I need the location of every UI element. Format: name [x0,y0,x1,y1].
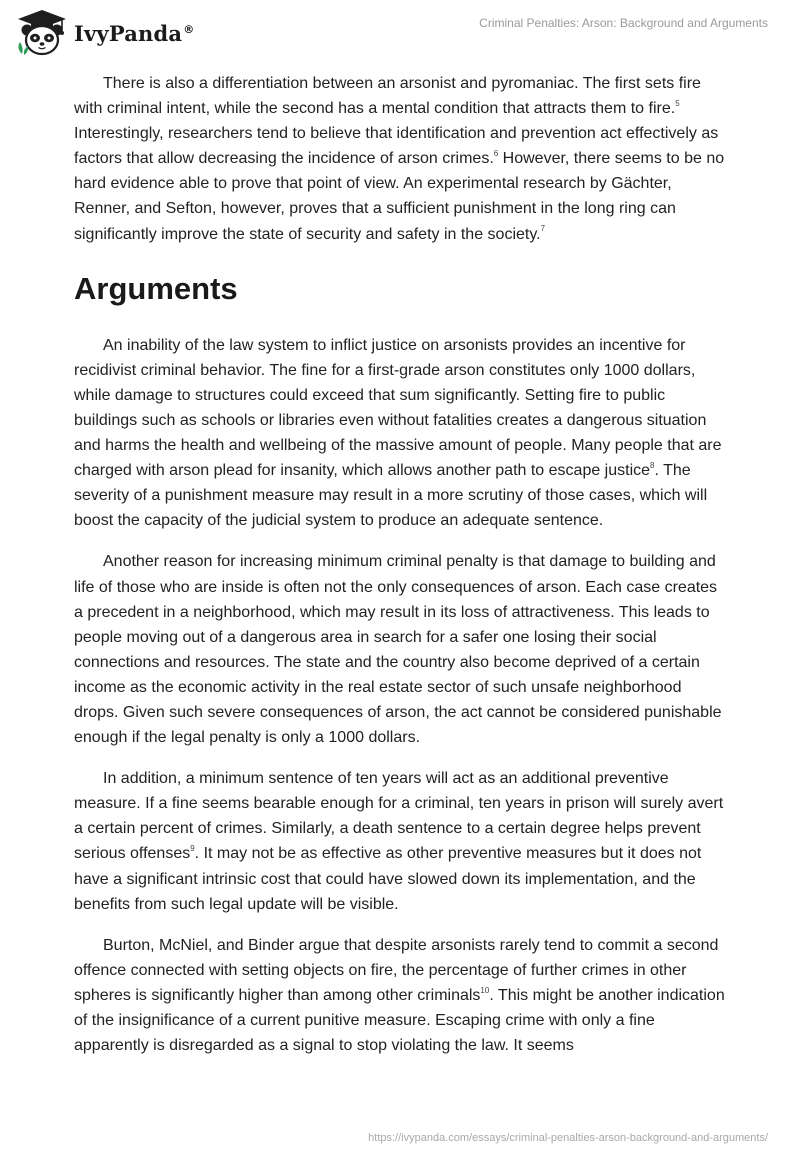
registered-mark: ® [183,22,195,36]
paragraph-consequences: Another reason for increasing minimum criminal penalty is that damage to building and life of those who are inside is often not the only consequences of arson. Each case creates a precedent in a neighborhood, which may result in its loss of attractiveness. This leads to people moving out of a dangerous area in search for a safer one losing their social connections and resources. The state and the country also become deprived of a certain income as the economic activity in the real estate sector of such unsafe neighborhood drops. Given such severe consequences of arson, the act cannot be considered punishable enough if the legal penalty is only a 1000 dollars. [74,553,722,747]
footnote-ref-9[interactable]: 9 [190,844,195,854]
brand-name: IvyPanda® [74,20,195,46]
footnote-ref-8[interactable]: 8 [650,460,655,470]
essay-body [74,71,730,1074]
page-header [0,0,800,60]
section-heading-arguments: Arguments [74,270,238,306]
footnote-ref-6[interactable]: 6 [493,148,499,158]
paragraph-differentiation: There is also a differentiation between an arsonist and pyromaniac. The first sets fire with criminal intent, while the second has a mental condition that attracts them to fire.$^5$ Interestingly, researchers tend to believe that identification and prevention act effectively as factors that allow decreasing the incidence of arson crimes.$^6$ However, there seems to be no hard evidence able to prove that point of view. An experimental research by Gächter, Renner, and Sefton, however, proves that a sufficient punishment in the long ring can significantly improve the state of security and safety in the society.$^7$ [74,75,725,243]
paragraph-recidivism: Burton, McNiel, and Binder argue that despite arsonists rarely tend to commit a second offence connected with setting objects on fire, the percentage of further crimes in other spheres is significantly higher than among other criminals$^{10}$. This might be another indication of the insignificance of a current punitive measure. Escaping crime with only a fine apparently is disregarded as a signal to stop violating the law. It seems [74,936,725,1055]
panda-mascot-icon [14,8,70,56]
paragraph-justice: An inability of the law system to inflict justice on arsonists provides an incentive for recidivist criminal behavior. The fine for a first-grade arson constitutes only 1000 dollars, while damage to structures could exceed that sum significantly. Setting fire to public buildings such as schools or libraries even without fatalities creates a dangerous situation and harms the health and wellbeing of the massive amount of people. Many people that are charged with arson plead for insanity, which allows another path to escape justice$^8$. The severity of a punishment measure may result in a more scrutiny of those cases, which will boost the capacity of the judicial system to produce an adequate sentence. [74,336,722,530]
footnote-ref-10[interactable]: 10 [480,985,490,995]
footnote-ref-7[interactable]: 7 [540,224,546,234]
paragraph-minimum-sentence: In addition, a minimum sentence of ten years will act as an additional preventive measure. If a fine seems bearable enough for a criminal, ten years in prison will surely avert a certain percent of crimes. Similarly, a death sentence to a certain degree helps prevent serious offenses$^9$. It may not be as effective as other preventive measures but it does not have a significant intrinsic cost that could have slowed down its implementation, and the benefits from such legal update will be visible. [74,770,724,913]
running-title: Criminal Penalties: Arson: Background and Arguments [479,16,768,30]
source-url[interactable]: https://ivypanda.com/essays/criminal-penalties-arson-background-and-arguments/ [368,1132,768,1144]
footnote-ref-5[interactable]: 5 [675,98,680,108]
brand-logo[interactable] [14,8,194,56]
